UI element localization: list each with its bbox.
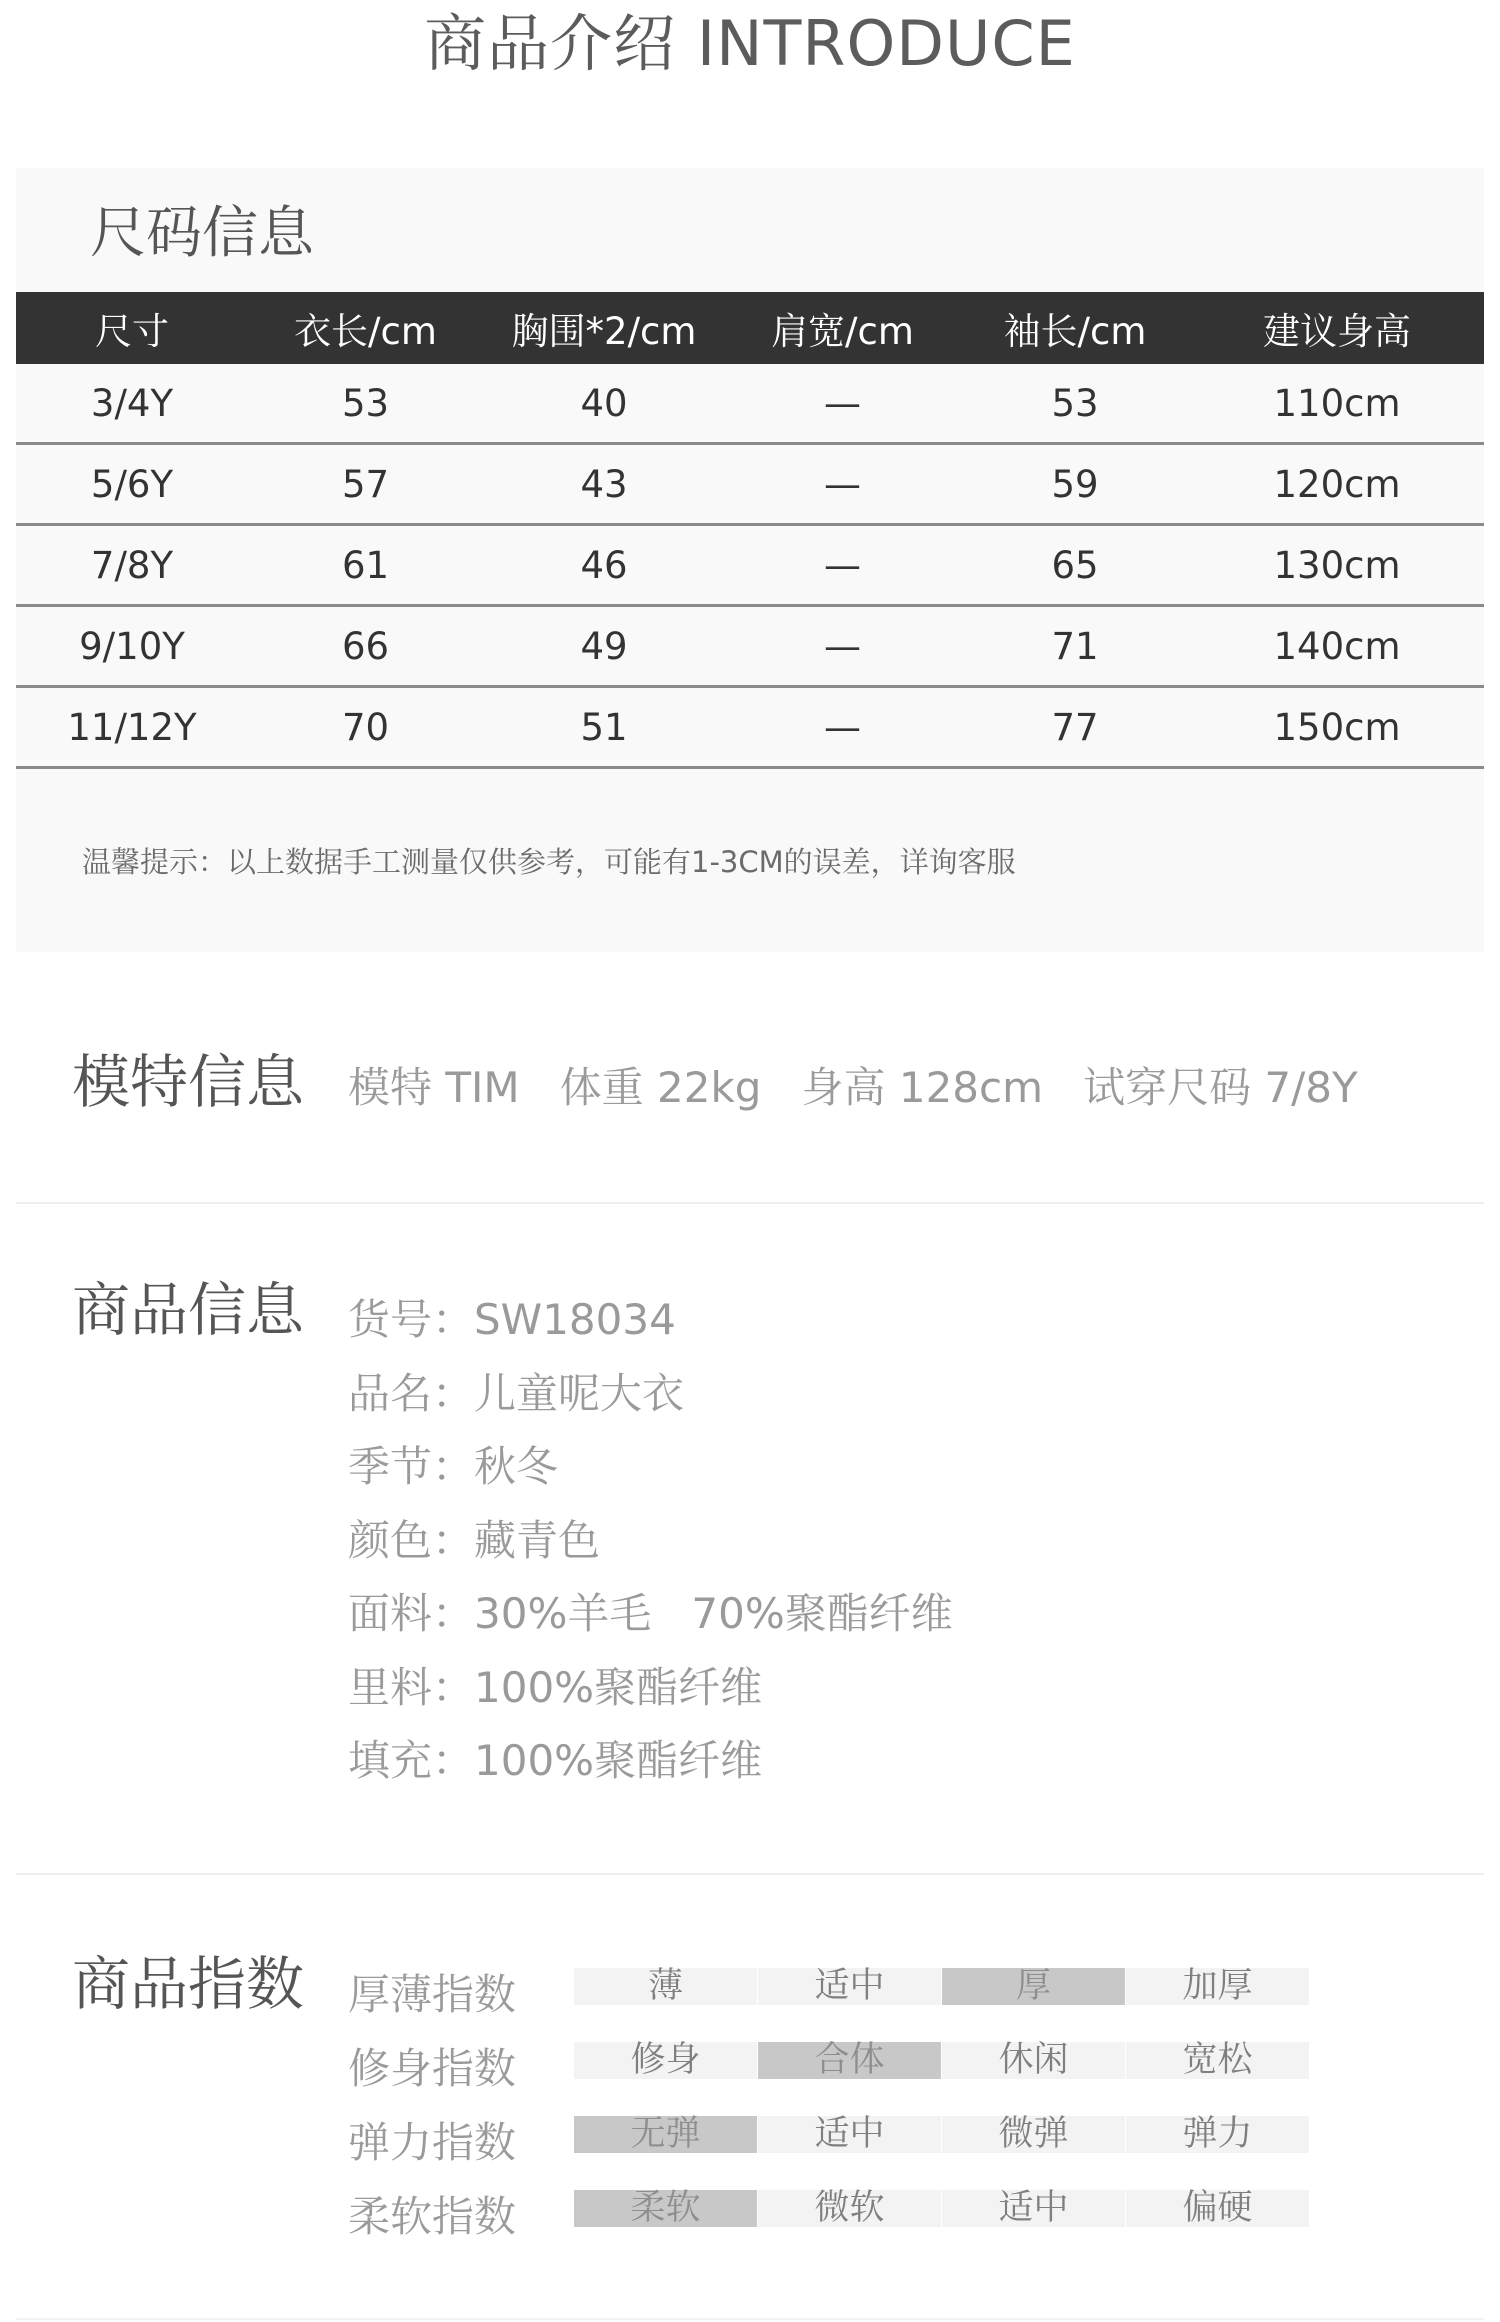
index-option: 薄: [574, 1968, 757, 2005]
size-note: 温馨提示：以上数据手工测量仅供参考，可能有1-3CM的误差，详询客服: [82, 845, 1016, 879]
index-option: 修身: [574, 2042, 757, 2079]
page-title: 商品介绍 INTRODUCE: [424, 7, 1076, 80]
length-cell: 66: [248, 606, 483, 687]
shoulder-cell: —: [725, 444, 960, 525]
size-cell: 3/4Y: [16, 364, 248, 444]
product-info-list: [348, 1283, 953, 1798]
list-item: 货号：SW18034: [348, 1295, 676, 1344]
product-info-title: 商品信息: [72, 1276, 305, 1344]
index-option: 微软: [758, 2190, 941, 2227]
length-cell: 61: [248, 525, 483, 606]
shoulder-cell: —: [725, 606, 960, 687]
index-option: 无弹: [574, 2116, 757, 2153]
index-label-thickness: 厚薄指数: [348, 1970, 517, 2019]
height-cell: 140cm: [1190, 606, 1484, 687]
list-item: 品名：儿童呢大衣: [348, 1368, 685, 1418]
length-cell: 70: [248, 687, 483, 768]
shoulder-cell: —: [725, 687, 960, 768]
index-option: 宽松: [1126, 2042, 1309, 2079]
index-row-thickness: [574, 1968, 1310, 2005]
table-row: [16, 444, 1484, 525]
chest-cell: 43: [483, 444, 725, 525]
sleeve-cell: 71: [960, 606, 1190, 687]
height-cell: 130cm: [1190, 525, 1484, 606]
table-row: [16, 525, 1484, 606]
index-option: 适中: [758, 2116, 941, 2153]
index-label-fit: 修身指数: [348, 2044, 517, 2093]
sleeve-cell: 65: [960, 525, 1190, 606]
size-cell: 5/6Y: [16, 444, 248, 525]
size-cell: 11/12Y: [16, 687, 248, 768]
index-option: 休闲: [942, 2042, 1125, 2079]
index-option: 弹力: [1126, 2116, 1309, 2153]
index-row-softness: [574, 2190, 1310, 2227]
list-item: 里料：100%聚酯纤维: [348, 1662, 763, 1712]
index-row-fit: [574, 2042, 1310, 2079]
index-option: 适中: [758, 1968, 941, 2005]
index-option: 加厚: [1126, 1968, 1309, 2005]
size-table-header: 衣长/cm: [248, 292, 483, 364]
bottom-divider: [16, 2318, 1484, 2320]
size-table-header-row: [16, 292, 1484, 364]
index-option: 柔软: [574, 2190, 757, 2227]
list-item: 填充：100%聚酯纤维: [348, 1736, 763, 1785]
table-row: [16, 364, 1484, 444]
list-item: 颜色：藏青色: [348, 1515, 601, 1565]
model-info-title: 模特信息: [72, 1048, 305, 1116]
size-info-panel: [16, 168, 1484, 952]
length-cell: 53: [248, 364, 483, 444]
list-item: 季节：秋冬: [348, 1442, 559, 1491]
sleeve-cell: 59: [960, 444, 1190, 525]
index-row-elasticity: [574, 2116, 1310, 2153]
chest-cell: 46: [483, 525, 725, 606]
index-option: 微弹: [942, 2116, 1125, 2153]
index-option: 厚: [942, 1968, 1125, 2005]
height-cell: 120cm: [1190, 444, 1484, 525]
size-cell: 9/10Y: [16, 606, 248, 687]
size-table-header: 肩宽/cm: [725, 292, 960, 364]
size-info-title: 尺码信息: [90, 201, 314, 266]
chest-cell: 51: [483, 687, 725, 768]
index-labels: [348, 1958, 516, 2254]
length-cell: 57: [248, 444, 483, 525]
table-row: [16, 606, 1484, 687]
height-cell: 110cm: [1190, 364, 1484, 444]
size-cell: 7/8Y: [16, 525, 248, 606]
index-grid: [574, 1968, 1310, 2264]
size-table: [16, 292, 1484, 769]
sleeve-cell: 53: [960, 364, 1190, 444]
height-cell: 150cm: [1190, 687, 1484, 768]
size-table-header: 胸围*2/cm: [483, 292, 725, 364]
size-table-header: 袖长/cm: [960, 292, 1190, 364]
index-option: 偏硬: [1126, 2190, 1309, 2227]
index-option: 适中: [942, 2190, 1125, 2227]
size-table-header: 建议身高: [1190, 292, 1484, 364]
chest-cell: 49: [483, 606, 725, 687]
list-item: 面料：30%羊毛 70%聚酯纤维: [348, 1589, 953, 1638]
chest-cell: 40: [483, 364, 725, 444]
shoulder-cell: —: [725, 364, 960, 444]
product-index-title: 商品指数: [72, 1950, 305, 2018]
divider: [16, 1202, 1484, 1204]
index-label-elasticity: 弹力指数: [348, 2118, 517, 2167]
index-option: 合体: [758, 2042, 941, 2079]
size-table-header: 尺寸: [16, 292, 248, 364]
shoulder-cell: —: [725, 525, 960, 606]
index-label-softness: 柔软指数: [348, 2192, 517, 2241]
model-info-details: 模特 TIM 体重 22kg 身高 128cm 试穿尺码 7/8Y: [348, 1063, 1358, 1112]
table-row: [16, 687, 1484, 768]
sleeve-cell: 77: [960, 687, 1190, 768]
divider: [16, 1873, 1484, 1875]
